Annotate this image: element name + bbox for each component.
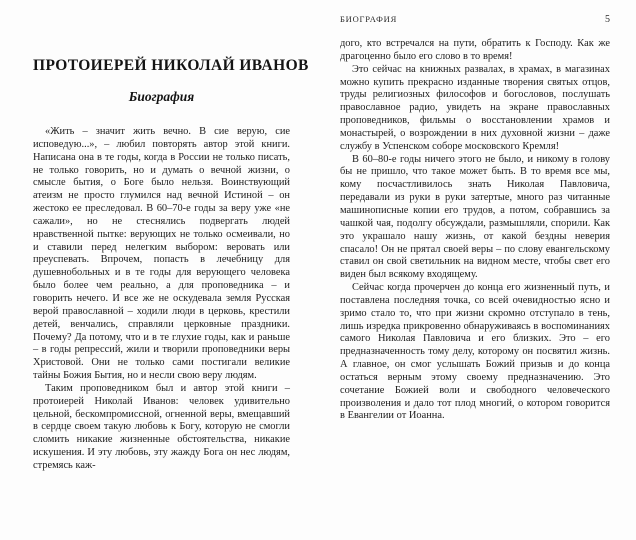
paragraph: Таким проповедником был и автор этой книги – протоиерей Николай Иванов: человек удивительно цельной, бескомпромиссной, огненной веры, вмещавший в сердце своем такую любовь к Богу, которую не смогли сломить никакие жизненные обстоятельства, никакие искушения. И эту любовь, эту жажду Бога он нес людям, стремясь каж- (33, 382, 290, 471)
paragraph: Сейчас когда прочерчен до конца его жизненный путь, и поставлена последняя точка, со всей очевидностью ясно и зримо стало то, что при жизни скромно отступало в тень, лишь изредка прикровенно обнаруживаясь в воспоминаниях самого Николая Павловича и его близких. Это – его предназначенность тому делу, которому он посвятил жизнь. А главное, он смог услышать Божий призыв и до конца остаться верным этому своему предназначению. Это сочетание Божией воли и свободного человеческого произволения и дало тот плод многий, о котором говорится в Евангелии от Иоанна. (340, 282, 610, 422)
right-column (318, 0, 636, 540)
paragraph: Это сейчас на книжных развалах, в храмах, в магазинах можно купить прекрасно изданные творения святых отцов, труды религиозных философов и богословов, послушать православное радио, увидеть на экране православных проповедников, фильмы о восстановлении храмов и монастырей, о возрождении в них духовной жизни – даже службу в Успенском соборе московского Кремля! (340, 63, 610, 152)
page-title: ПРОТОИЕРЕЙ НИКОЛАЙ ИВАНОВ (33, 57, 309, 74)
left-column-body (33, 105, 290, 473)
paragraph: В 60–80-е годы ничего этого не было, и никому в голову бы не пришло, что такое может быть. В то время все мы, кому посчастливилось знать Николая Павловича, передавали из руки в руки затертые, много раз читанные машинописные копии его трудов, а потом, собравшись за чашкой чая, подолгу обсуждали, размышляли, спорили. Как это украшало нашу жизнь, от какой бездны неверия спасало! Он не прятал своей веры – по слову евангельскому ставил он свой светильник на видном месте, чтобы свет его виден был всякому входящему. (340, 153, 610, 281)
running-head (340, 0, 610, 25)
page-subtitle: Биография (128, 89, 195, 104)
paragraph: дого, кто встречался на пути, обратить к Господу. Как же драгоценно было его слово в то время! (340, 38, 610, 62)
right-column-body (340, 38, 610, 423)
running-head-title: БИОГРАФИЯ (340, 14, 398, 24)
paragraph: «Жить – значит жить вечно. В сие верую, сие исповедую...», – любил повторять автор этой книги. Написана она в те годы, когда в России не только писать, не только говорить, но и думать о вечной жизни, о смысле бытия, о Боге было нельзя. Воинствующий атеизм не просто глумился над вечной Истиной – он жестоко ее преследовал. В 60–70-е годы за веру уже «не сажали», но не стеснялись подвергать людей нравственной пытке: верующих не только осмеивали, но и ставили перед нелегким выбором: веровать или преуспевать. Впрочем, попасть в лечебницу для душевнобольных и в те годы для верующего человека было более чем реально, а для проповедника – и говорить нечего. И все же не оскудевала земля Русская верой православной – ходили люди в церковь, крестили детей, венчались, справляли церковные праздники. Почему? Да потому, что и в те глухие годы, как и раньше – в годы репрессий, жили и творили проповедники веры Христовой. Они не только сами постигали великие тайны Божия Бытия, но и несли свою веру людям. (33, 126, 290, 382)
page-number: 5 (605, 14, 610, 25)
